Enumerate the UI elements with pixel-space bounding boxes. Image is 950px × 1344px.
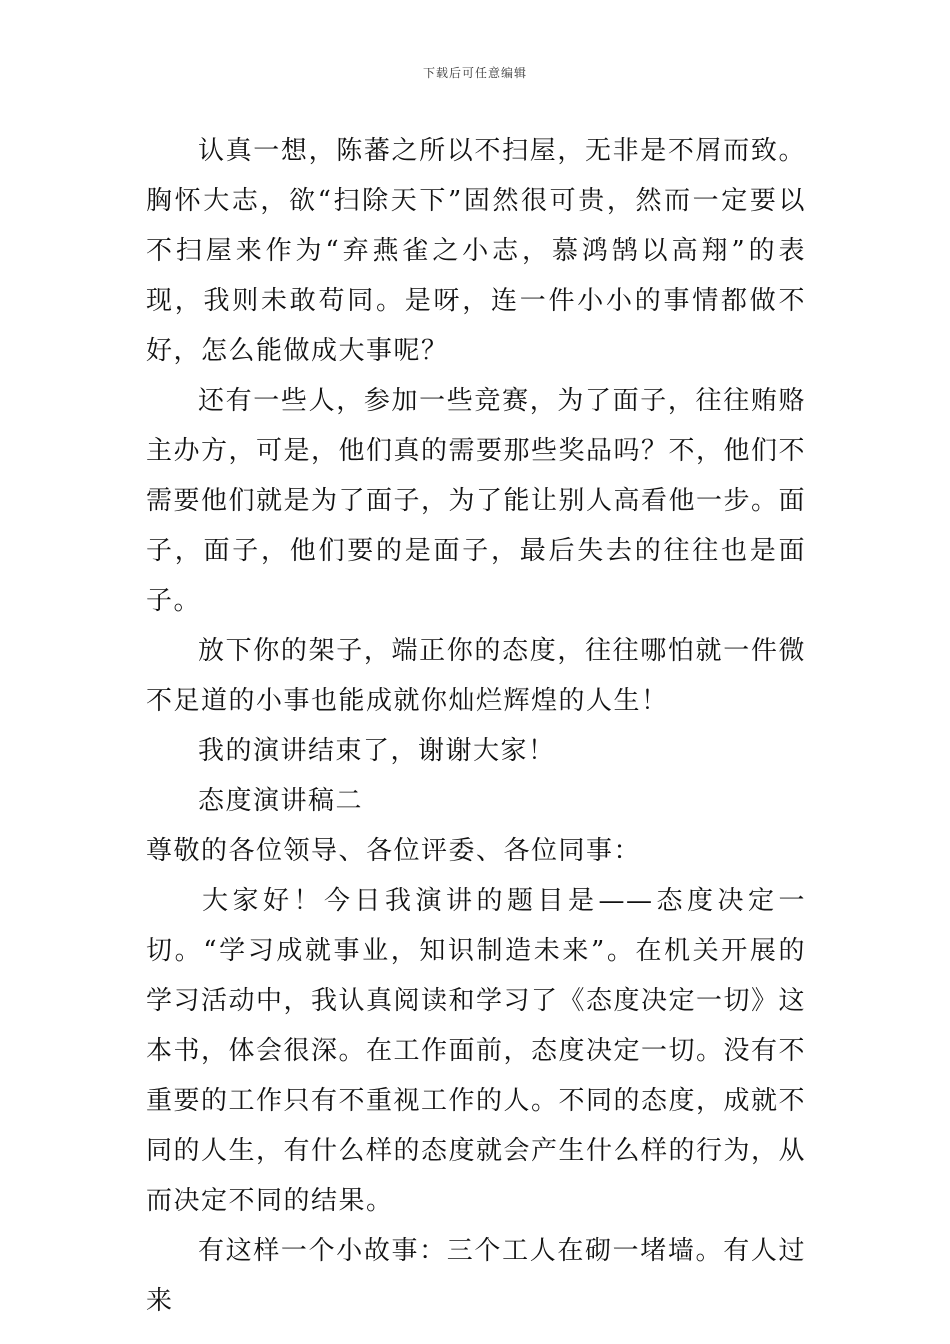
salutation: 尊敬的各位领导、各位评委、各位同事： xyxy=(146,836,642,866)
paragraph-intro: 大家好！今日我演讲的题目是——态度决定一切。“学习成就事业，知识制造未来”。在机关开展的学习活动中，我认真阅读和学习了《态度决定一切》这本书，体会很深。在工作面前，态度决定一切。没有不重要的工作只有不重视工作的人。不同的态度，成就不同的人生，有什么样的态度就会产生什么样的行为，从而决定不同的结果。 xyxy=(146,886,807,1216)
section-title: 态度演讲稿二 xyxy=(198,786,364,816)
paragraph-closing: 我的演讲结束了，谢谢大家！ xyxy=(198,736,556,766)
paragraph-chen-fan: 认真一想，陈蕃之所以不扫屋，无非是不屑而致。胸怀大志，欲“扫除天下”固然很可贵，然而一定要以不扫屋来作为“弃燕雀之小志，慕鸿鹄以高翔”的表现，我则未敢苟同。是呀，连一件小小的事情都做不好，怎么能做成大事呢？ xyxy=(146,136,806,366)
paragraph-story: 有这样一个小故事：三个工人在砌一堵墙。有人过来 xyxy=(146,1236,806,1316)
document-body xyxy=(146,126,806,1326)
page-header: 下载后可任意编辑 xyxy=(422,66,527,80)
paragraph-face: 还有一些人，参加一些竞赛，为了面子，往往贿赂主办方，可是，他们真的需要那些奖品吗？不，他们不需要他们就是为了面子，为了能让别人高看他一步。面子，面子，他们要的是面子，最后失去的往往也是面子。 xyxy=(146,386,807,616)
paragraph-attitude: 放下你的架子，端正你的态度，往往哪怕就一件微不足道的小事也能成就你灿烂辉煌的人生！ xyxy=(146,636,806,716)
